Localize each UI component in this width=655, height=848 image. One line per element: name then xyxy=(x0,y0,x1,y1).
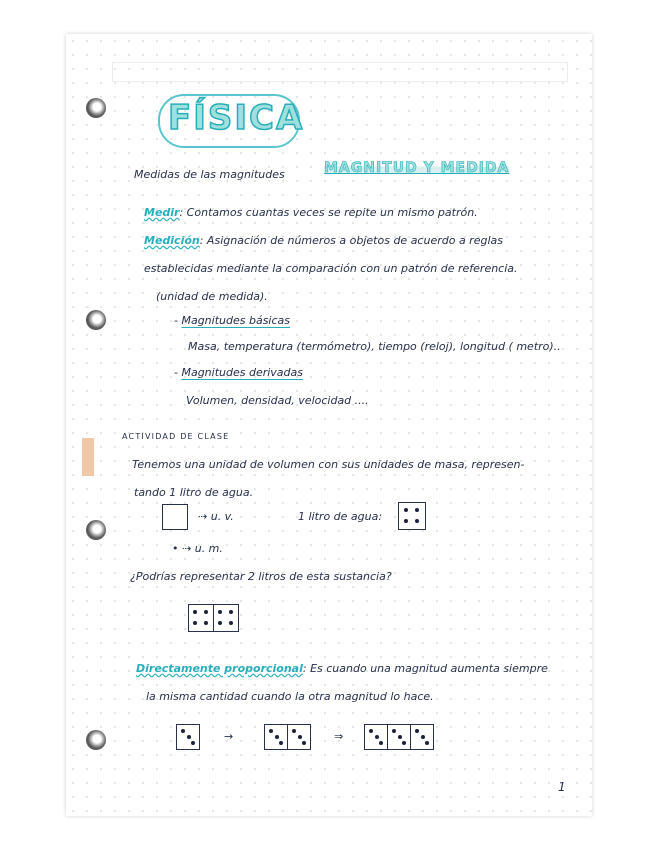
binder-hole xyxy=(86,520,106,540)
prop-box-2b xyxy=(287,724,311,750)
litro-label: 1 litro de agua: xyxy=(298,510,383,523)
derived-heading: - Magnitudes derivadas xyxy=(174,366,304,379)
proportional-line-1: : Es cuando una magnitud aumenta siempre xyxy=(302,662,548,675)
page-tab xyxy=(82,438,94,476)
proportional-line-2: la misma cantidad cuando la otra magnitud lo hace. xyxy=(146,690,434,703)
binder-hole xyxy=(86,310,106,330)
definition-medir xyxy=(144,206,478,219)
subtitle: Medidas de las magnitudes xyxy=(134,168,285,181)
header-strip xyxy=(112,62,568,82)
text-medicion-2: establecidas mediante la comparación con un patrón de referencia. xyxy=(144,262,518,275)
unit-volume-row xyxy=(198,510,234,523)
unit-mass-label: u. m. xyxy=(194,542,223,555)
two-litre-box-a xyxy=(188,604,214,632)
activity-question: ¿Podrías representar 2 litros de esta sustancia? xyxy=(130,570,392,583)
unit-volume-box xyxy=(162,504,188,530)
term-medicion: Medición xyxy=(144,234,200,247)
prop-box-1 xyxy=(176,724,200,750)
basic-heading: - Magnitudes básicas xyxy=(174,314,291,327)
binder-hole xyxy=(86,98,106,118)
basic-heading-text: Magnitudes básicas xyxy=(181,314,291,327)
definition-medicion xyxy=(144,234,503,247)
topic-title xyxy=(324,160,509,176)
prop-box-3b xyxy=(387,724,411,750)
topic-title-text: MAGNITUD Y MEDIDA xyxy=(324,160,510,176)
derived-examples: Volumen, densidad, velocidad .... xyxy=(186,394,369,407)
text-medicion-3: (unidad de medida). xyxy=(156,290,268,303)
binder-hole xyxy=(86,730,106,750)
term-proportional: Directamente proporcional xyxy=(136,662,303,675)
two-litre-box-b xyxy=(213,604,239,632)
prop-box-3c xyxy=(410,724,434,750)
unit-volume-label: u. v. xyxy=(210,510,234,523)
prop-box-2a xyxy=(264,724,288,750)
page-number: 1 xyxy=(558,780,566,794)
basic-examples: Masa, temperatura (termómetro), tiempo (reloj), longitud ( metro).. xyxy=(188,340,561,353)
text-medir: : Contamos cuantas veces se repite un mismo patrón. xyxy=(179,206,478,219)
term-medir: Medir xyxy=(144,206,180,219)
dot-icon: • xyxy=(172,542,182,555)
unit-mass-row xyxy=(172,542,223,555)
derived-heading-text: Magnitudes derivadas xyxy=(181,366,304,379)
arrow-icon: → xyxy=(224,730,234,743)
activity-heading: ACTIVIDAD DE CLASE xyxy=(122,432,230,441)
activity-line-2: tando 1 litro de agua. xyxy=(134,486,254,499)
text-medicion-1: : Asignación de números a objetos de acuerdo a reglas xyxy=(199,234,503,247)
prop-box-3a xyxy=(364,724,388,750)
arrow-icon: ⇢ xyxy=(182,542,195,555)
litro-box xyxy=(398,502,426,530)
activity-line-1: Tenemos una unidad de volumen con sus unidades de masa, represen- xyxy=(132,458,525,471)
arrow-icon: ⇢ xyxy=(198,510,211,523)
proportional-definition xyxy=(136,662,548,675)
page-title: FÍSICA xyxy=(168,98,305,138)
arrow-icon: ⇒ xyxy=(334,730,344,743)
notebook-page xyxy=(66,34,592,816)
